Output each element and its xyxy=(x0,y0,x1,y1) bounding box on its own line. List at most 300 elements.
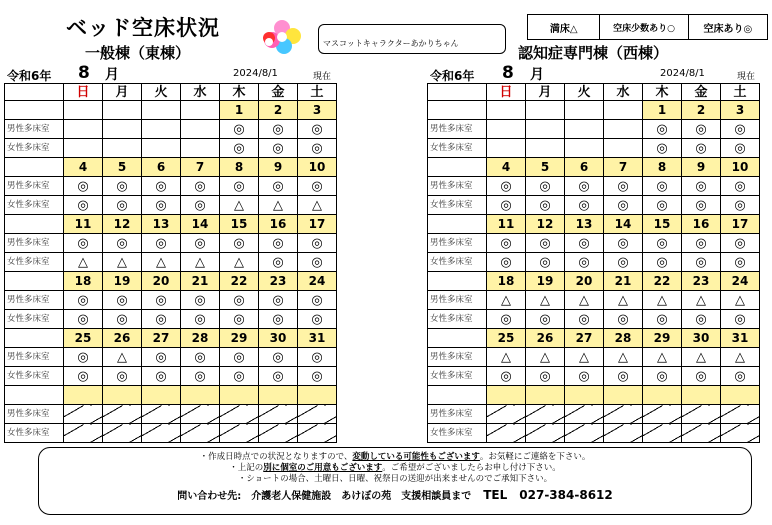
availability-cell xyxy=(181,139,220,158)
date-cell: 22 xyxy=(220,272,259,291)
date-cell-empty xyxy=(526,386,565,405)
date-cell: 11 xyxy=(487,215,526,234)
date-row-label xyxy=(428,158,487,177)
notice-box xyxy=(38,447,752,515)
empty-hatched-cell xyxy=(682,405,721,424)
date-cell: 17 xyxy=(298,215,337,234)
female-room-row-empty xyxy=(428,424,760,443)
availability-cell: ◎ xyxy=(103,291,142,310)
availability-cell: ◎ xyxy=(604,310,643,329)
availability-cell: ◎ xyxy=(103,234,142,253)
availability-cell: △ xyxy=(103,253,142,272)
empty-hatched-cell xyxy=(565,424,604,443)
empty-hatched-cell xyxy=(721,424,760,443)
date-row-label xyxy=(428,101,487,120)
notice-line-2: ・上記の別に個室のご用意もございます。ご希望がございましたらお申し付け下さい。 xyxy=(229,463,561,473)
date-row xyxy=(5,215,337,234)
date-row-label xyxy=(5,272,64,291)
date-cell: 15 xyxy=(220,215,259,234)
date-row-label xyxy=(5,215,64,234)
male-room-label: 男性多床室 xyxy=(428,120,487,139)
asof-date: 2024/8/1 xyxy=(233,68,278,79)
availability-cell xyxy=(604,120,643,139)
corner-cell xyxy=(5,84,64,101)
availability-cell: ◎ xyxy=(721,253,760,272)
weekday-cell: 月 xyxy=(526,84,565,101)
date-row-label xyxy=(428,386,487,405)
availability-cell: ◎ xyxy=(682,196,721,215)
asof-label: 現在 xyxy=(313,72,332,82)
availability-cell: ◎ xyxy=(643,310,682,329)
availability-cell: ◎ xyxy=(259,291,298,310)
date-cell: 31 xyxy=(721,329,760,348)
availability-cell: △ xyxy=(181,253,220,272)
availability-cell: ◎ xyxy=(604,196,643,215)
availability-cell: △ xyxy=(526,348,565,367)
date-row xyxy=(5,158,337,177)
availability-cell: ◎ xyxy=(487,367,526,386)
availability-cell: ◎ xyxy=(604,177,643,196)
date-row xyxy=(428,215,760,234)
date-cell: 21 xyxy=(181,272,220,291)
weekday-cell: 金 xyxy=(682,84,721,101)
notice-line-1: ・作成日時点での状況となりますので、変動している可能性もございます。お気軽にご連絡を下さい。 xyxy=(199,452,591,462)
availability-cell: ◎ xyxy=(487,310,526,329)
availability-cell xyxy=(565,120,604,139)
date-cell: 3 xyxy=(721,101,760,120)
availability-cell: ◎ xyxy=(682,139,721,158)
availability-cell: ◎ xyxy=(604,367,643,386)
female-room-label: 女性多床室 xyxy=(5,424,64,443)
availability-cell: ◎ xyxy=(259,139,298,158)
availability-cell: ◎ xyxy=(526,367,565,386)
date-cell: 18 xyxy=(487,272,526,291)
era-label: 令和6年 xyxy=(7,69,52,83)
availability-cell: ◎ xyxy=(220,367,259,386)
availability-cell xyxy=(487,120,526,139)
male-room-row xyxy=(5,177,337,196)
empty-hatched-cell xyxy=(487,424,526,443)
availability-cell: ◎ xyxy=(181,234,220,253)
availability-cell: △ xyxy=(298,196,337,215)
date-cell-empty xyxy=(103,386,142,405)
date-row xyxy=(428,101,760,120)
availability-cell: ◎ xyxy=(103,196,142,215)
availability-cell: ◎ xyxy=(526,177,565,196)
weekday-cell: 木 xyxy=(643,84,682,101)
ward-name-east: 一般棟（東棟） xyxy=(85,44,191,62)
availability-cell: ◎ xyxy=(721,234,760,253)
male-room-label: 男性多床室 xyxy=(428,234,487,253)
availability-cell xyxy=(64,139,103,158)
male-room-label: 男性多床室 xyxy=(5,348,64,367)
weekday-cell: 水 xyxy=(604,84,643,101)
availability-cell xyxy=(142,139,181,158)
empty-hatched-cell xyxy=(643,424,682,443)
date-cell-empty xyxy=(643,386,682,405)
availability-cell: ◎ xyxy=(526,310,565,329)
availability-cell: ◎ xyxy=(721,310,760,329)
male-room-row-empty xyxy=(5,405,337,424)
empty-hatched-cell xyxy=(526,424,565,443)
availability-cell xyxy=(103,120,142,139)
male-room-row xyxy=(428,291,760,310)
female-room-label: 女性多床室 xyxy=(5,253,64,272)
date-cell: 1 xyxy=(643,101,682,120)
contact-info: 問い合わせ先: 介護老人保健施設 あけぼの苑 支援相談員まで TEL 027-384-8612 xyxy=(177,488,613,502)
weekday-cell: 木 xyxy=(220,84,259,101)
availability-cell: ◎ xyxy=(298,291,337,310)
date-cell: 9 xyxy=(682,158,721,177)
weekday-cell: 金 xyxy=(259,84,298,101)
notice-line-3: ・ショートの場合、土曜日、日曜、祝祭日の送迎が出来ませんのでご承知下さい。 xyxy=(237,474,553,484)
empty-hatched-cell xyxy=(181,424,220,443)
availability-cell: ◎ xyxy=(103,177,142,196)
date-cell: 25 xyxy=(487,329,526,348)
availability-cell: △ xyxy=(220,196,259,215)
availability-cell: ◎ xyxy=(298,310,337,329)
month-value: 8 xyxy=(78,63,90,83)
availability-cell: ◎ xyxy=(181,291,220,310)
male-room-row-empty xyxy=(428,405,760,424)
weekday-cell: 土 xyxy=(721,84,760,101)
male-room-label: 男性多床室 xyxy=(428,348,487,367)
date-cell: 7 xyxy=(181,158,220,177)
male-room-row xyxy=(428,348,760,367)
availability-cell: ◎ xyxy=(643,234,682,253)
availability-cell: ◎ xyxy=(259,234,298,253)
female-room-row xyxy=(428,367,760,386)
legend-available: 空床あり◎ xyxy=(703,23,753,35)
female-room-row xyxy=(5,139,337,158)
weekday-cell: 火 xyxy=(142,84,181,101)
calendar-table-west xyxy=(427,83,760,443)
female-room-label: 女性多床室 xyxy=(5,310,64,329)
availability-cell: ◎ xyxy=(142,291,181,310)
female-room-row xyxy=(5,253,337,272)
male-room-label: 男性多床室 xyxy=(5,177,64,196)
legend xyxy=(527,14,768,40)
availability-cell: ◎ xyxy=(142,367,181,386)
date-cell: 19 xyxy=(103,272,142,291)
male-room-label: 男性多床室 xyxy=(428,177,487,196)
empty-hatched-cell xyxy=(259,424,298,443)
empty-hatched-cell xyxy=(643,405,682,424)
date-cell: 12 xyxy=(526,215,565,234)
availability-cell xyxy=(181,120,220,139)
availability-cell: ◎ xyxy=(220,291,259,310)
female-room-row xyxy=(428,253,760,272)
date-cell: 25 xyxy=(64,329,103,348)
availability-cell: ◎ xyxy=(259,177,298,196)
date-cell: 9 xyxy=(259,158,298,177)
female-room-row-empty xyxy=(5,424,337,443)
availability-cell: ◎ xyxy=(643,120,682,139)
availability-cell xyxy=(526,139,565,158)
availability-cell xyxy=(565,139,604,158)
empty-hatched-cell xyxy=(565,405,604,424)
date-cell: 23 xyxy=(259,272,298,291)
availability-cell: ◎ xyxy=(298,348,337,367)
date-cell-empty xyxy=(64,386,103,405)
date-row-label xyxy=(428,272,487,291)
date-row-empty xyxy=(428,386,760,405)
availability-cell: ◎ xyxy=(682,234,721,253)
empty-hatched-cell xyxy=(220,424,259,443)
date-cell: 20 xyxy=(142,272,181,291)
date-cell: 2 xyxy=(259,101,298,120)
date-cell: 2 xyxy=(682,101,721,120)
date-cell: 14 xyxy=(604,215,643,234)
availability-cell: ◎ xyxy=(259,348,298,367)
availability-cell: ◎ xyxy=(64,234,103,253)
availability-cell: △ xyxy=(682,291,721,310)
availability-cell: ◎ xyxy=(142,234,181,253)
female-room-row xyxy=(428,196,760,215)
empty-hatched-cell xyxy=(259,405,298,424)
corner-cell xyxy=(428,84,487,101)
date-cell: 18 xyxy=(64,272,103,291)
weekday-cell: 火 xyxy=(565,84,604,101)
date-row xyxy=(428,158,760,177)
date-cell-empty xyxy=(259,386,298,405)
empty-hatched-cell xyxy=(103,424,142,443)
male-room-label: 男性多床室 xyxy=(5,405,64,424)
availability-cell: △ xyxy=(643,291,682,310)
female-room-row xyxy=(5,196,337,215)
date-cell: 26 xyxy=(103,329,142,348)
date-cell: 7 xyxy=(604,158,643,177)
weekday-header-row xyxy=(5,84,337,101)
date-cell-empty xyxy=(298,386,337,405)
date-cell: 8 xyxy=(643,158,682,177)
empty-hatched-cell xyxy=(604,424,643,443)
availability-cell: ◎ xyxy=(487,196,526,215)
availability-cell: ◎ xyxy=(565,234,604,253)
availability-cell: △ xyxy=(721,348,760,367)
availability-cell: △ xyxy=(565,291,604,310)
availability-cell: ◎ xyxy=(64,310,103,329)
availability-cell: ◎ xyxy=(181,177,220,196)
availability-cell: ◎ xyxy=(643,253,682,272)
availability-cell: ◎ xyxy=(604,253,643,272)
availability-cell: ◎ xyxy=(298,367,337,386)
availability-cell: ◎ xyxy=(64,291,103,310)
availability-cell: ◎ xyxy=(181,310,220,329)
date-cell-empty xyxy=(682,386,721,405)
availability-cell: ◎ xyxy=(487,177,526,196)
date-cell-empty xyxy=(220,386,259,405)
availability-cell: ◎ xyxy=(682,120,721,139)
date-cell: 27 xyxy=(142,329,181,348)
date-cell xyxy=(64,101,103,120)
availability-cell: ◎ xyxy=(64,367,103,386)
date-row-label xyxy=(428,215,487,234)
mascot-label: マスコットキャラクターあかりちゃん xyxy=(318,24,506,54)
date-cell: 6 xyxy=(142,158,181,177)
male-room-row xyxy=(428,120,760,139)
male-room-row xyxy=(5,291,337,310)
weekday-cell: 土 xyxy=(298,84,337,101)
empty-hatched-cell xyxy=(721,405,760,424)
weekday-cell: 水 xyxy=(181,84,220,101)
availability-cell: ◎ xyxy=(721,139,760,158)
availability-cell: △ xyxy=(220,253,259,272)
date-cell: 11 xyxy=(64,215,103,234)
availability-cell: ◎ xyxy=(220,120,259,139)
date-cell: 21 xyxy=(604,272,643,291)
availability-cell: △ xyxy=(721,291,760,310)
availability-cell: ◎ xyxy=(103,367,142,386)
date-cell: 28 xyxy=(181,329,220,348)
availability-cell: ◎ xyxy=(526,196,565,215)
availability-cell: ◎ xyxy=(682,253,721,272)
availability-cell: ◎ xyxy=(298,120,337,139)
month-unit: 月 xyxy=(530,67,544,83)
availability-cell: △ xyxy=(682,348,721,367)
weekday-cell: 日 xyxy=(487,84,526,101)
female-room-row xyxy=(428,310,760,329)
empty-hatched-cell xyxy=(64,424,103,443)
male-room-label: 男性多床室 xyxy=(428,405,487,424)
female-room-label: 女性多床室 xyxy=(428,310,487,329)
date-row xyxy=(428,329,760,348)
date-cell: 14 xyxy=(181,215,220,234)
date-cell: 13 xyxy=(142,215,181,234)
date-row-label xyxy=(5,158,64,177)
availability-cell: ◎ xyxy=(721,177,760,196)
female-room-label: 女性多床室 xyxy=(428,367,487,386)
availability-cell: ◎ xyxy=(220,234,259,253)
empty-hatched-cell xyxy=(487,405,526,424)
male-room-row xyxy=(5,234,337,253)
date-cell: 29 xyxy=(220,329,259,348)
date-cell xyxy=(526,101,565,120)
month-unit: 月 xyxy=(105,67,119,83)
page-title: ベッド空床状況 xyxy=(66,16,220,40)
date-cell: 8 xyxy=(220,158,259,177)
availability-cell: ◎ xyxy=(487,253,526,272)
availability-cell: △ xyxy=(103,348,142,367)
availability-cell: ◎ xyxy=(565,310,604,329)
date-cell: 19 xyxy=(526,272,565,291)
availability-cell: △ xyxy=(259,196,298,215)
date-cell: 29 xyxy=(643,329,682,348)
availability-cell: ◎ xyxy=(643,367,682,386)
date-cell: 13 xyxy=(565,215,604,234)
male-room-label: 男性多床室 xyxy=(5,234,64,253)
availability-cell: ◎ xyxy=(64,196,103,215)
availability-cell: ◎ xyxy=(142,310,181,329)
date-cell: 12 xyxy=(103,215,142,234)
male-room-row xyxy=(5,120,337,139)
availability-cell: ◎ xyxy=(220,310,259,329)
date-cell xyxy=(181,101,220,120)
date-cell xyxy=(604,101,643,120)
availability-cell: ◎ xyxy=(643,139,682,158)
female-room-label: 女性多床室 xyxy=(428,424,487,443)
date-cell: 4 xyxy=(64,158,103,177)
tel-number: TEL 027-384-8612 xyxy=(483,488,613,502)
male-room-label: 男性多床室 xyxy=(428,291,487,310)
asof-date: 2024/8/1 xyxy=(660,68,705,79)
availability-cell: ◎ xyxy=(565,177,604,196)
availability-cell: △ xyxy=(565,348,604,367)
availability-cell: ◎ xyxy=(259,253,298,272)
availability-cell xyxy=(142,120,181,139)
date-cell-empty xyxy=(487,386,526,405)
female-room-label: 女性多床室 xyxy=(428,253,487,272)
availability-cell: ◎ xyxy=(721,196,760,215)
date-cell xyxy=(487,101,526,120)
date-cell: 26 xyxy=(526,329,565,348)
date-cell xyxy=(565,101,604,120)
ward-name-west: 認知症専門棟（西棟） xyxy=(518,44,669,62)
empty-hatched-cell xyxy=(298,424,337,443)
date-row xyxy=(5,329,337,348)
empty-hatched-cell xyxy=(103,405,142,424)
empty-hatched-cell xyxy=(682,424,721,443)
availability-cell: ◎ xyxy=(682,367,721,386)
availability-cell: ◎ xyxy=(298,234,337,253)
legend-full: 満床△ xyxy=(528,15,600,39)
availability-cell: △ xyxy=(487,291,526,310)
date-cell: 1 xyxy=(220,101,259,120)
availability-cell: ◎ xyxy=(565,367,604,386)
availability-cell: ◎ xyxy=(565,253,604,272)
availability-cell: △ xyxy=(643,348,682,367)
date-cell xyxy=(103,101,142,120)
date-cell-empty xyxy=(604,386,643,405)
availability-cell: ◎ xyxy=(181,348,220,367)
empty-hatched-cell xyxy=(298,405,337,424)
month-value: 8 xyxy=(502,63,514,83)
availability-cell: ◎ xyxy=(142,177,181,196)
weekday-header-row xyxy=(428,84,760,101)
date-cell: 30 xyxy=(259,329,298,348)
availability-cell: △ xyxy=(604,348,643,367)
male-room-row xyxy=(428,234,760,253)
date-cell: 20 xyxy=(565,272,604,291)
availability-cell: ◎ xyxy=(604,234,643,253)
availability-cell xyxy=(487,139,526,158)
weekday-cell: 月 xyxy=(103,84,142,101)
availability-cell: ◎ xyxy=(682,177,721,196)
availability-cell: ◎ xyxy=(181,196,220,215)
date-cell-empty xyxy=(565,386,604,405)
availability-cell: ◎ xyxy=(142,348,181,367)
availability-cell: ◎ xyxy=(682,310,721,329)
empty-hatched-cell xyxy=(181,405,220,424)
date-row-label xyxy=(5,101,64,120)
date-cell: 3 xyxy=(298,101,337,120)
mascot-image xyxy=(258,18,310,58)
availability-cell: ◎ xyxy=(487,234,526,253)
availability-cell: ◎ xyxy=(643,177,682,196)
female-room-label: 女性多床室 xyxy=(428,196,487,215)
female-room-label: 女性多床室 xyxy=(428,139,487,158)
date-cell: 31 xyxy=(298,329,337,348)
availability-cell xyxy=(64,120,103,139)
date-cell xyxy=(142,101,181,120)
female-room-row xyxy=(5,367,337,386)
weekday-cell: 日 xyxy=(64,84,103,101)
date-cell: 30 xyxy=(682,329,721,348)
era-label: 令和6年 xyxy=(430,69,475,83)
date-cell: 28 xyxy=(604,329,643,348)
male-room-label: 男性多床室 xyxy=(5,291,64,310)
availability-cell: ◎ xyxy=(259,367,298,386)
